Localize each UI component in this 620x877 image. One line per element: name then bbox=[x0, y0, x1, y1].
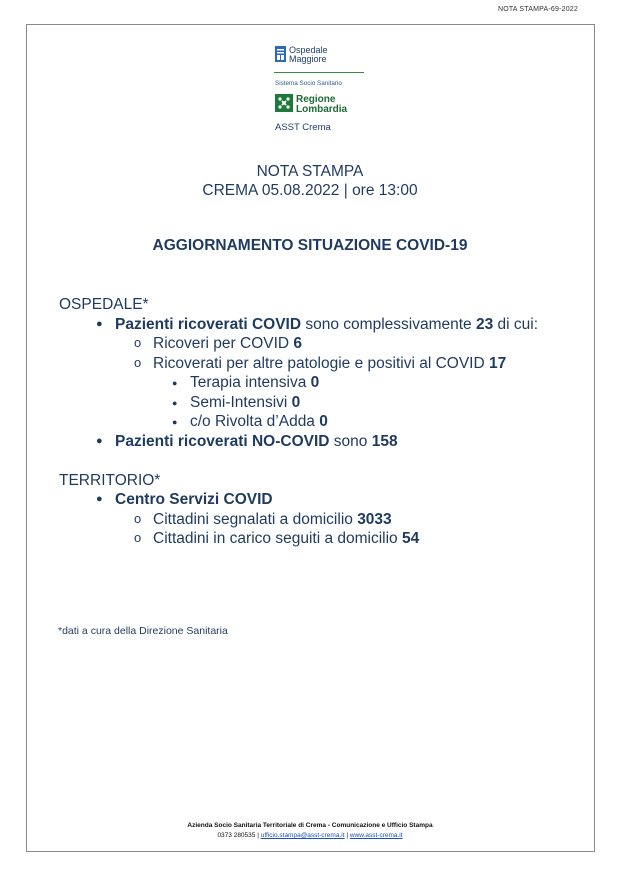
footnote: *dati a cura della Direzione Sanitaria bbox=[58, 625, 228, 637]
section-heading-territorio: TERRITORIO* bbox=[59, 471, 161, 489]
bullet-circle-icon: o bbox=[134, 335, 142, 350]
list-item: ● Centro Servizi COVID bbox=[96, 491, 273, 508]
document-code: NOTA STAMPA-69-2022 bbox=[497, 6, 578, 13]
bullet-dot-icon: ● bbox=[96, 317, 103, 330]
press-release-dateline: CREMA 05.08.2022 | ore 13:00 bbox=[202, 182, 418, 199]
list-item: ● c/o Rivolta d’Adda 0 bbox=[59, 412, 589, 432]
bullet-circle-icon: o bbox=[134, 530, 142, 545]
bullet-dot-icon: ● bbox=[96, 434, 103, 447]
footer-website-link[interactable]: www.asst-crema.it bbox=[349, 832, 403, 839]
hospital-icon bbox=[275, 46, 286, 62]
section-heading-ospedale: OSPEDALE* bbox=[59, 296, 149, 313]
list-item: o Ricoverati per altre patologie e positivi al COVID 17 bbox=[134, 354, 507, 372]
logo-asst: ASST Crema bbox=[275, 122, 331, 133]
list-item: o Cittadini segnalati a domicilio 3033 bbox=[134, 510, 392, 528]
asst-crema-logo bbox=[274, 44, 368, 136]
list-item: ● Pazienti ricoverati COVID sono complessivamente 23 di cui: bbox=[96, 315, 539, 333]
list-item: ● Pazienti ricoverati NO-COVID sono 158 bbox=[96, 432, 398, 450]
footer-phone: 0373 280535 bbox=[217, 832, 256, 839]
footer-organization: Azienda Socio Sanitaria Territoriale di Crema - Comunicazione e Ufficio Stampa bbox=[187, 822, 433, 829]
bullet-circle-icon: o bbox=[134, 354, 142, 370]
list-item: ● Semi-Intensivi 0 bbox=[59, 393, 589, 413]
list-item: o Cittadini in carico seguiti a domicilio 54 bbox=[134, 530, 420, 547]
regione-lombardia-icon bbox=[275, 94, 293, 112]
bullet-dot-icon: ● bbox=[96, 493, 103, 505]
list-item: o Ricoveri per COVID 6 bbox=[134, 335, 303, 352]
bullet-small-dot-icon: ● bbox=[172, 397, 178, 408]
press-release-title: NOTA STAMPA bbox=[256, 163, 364, 180]
bullet-circle-icon: o bbox=[134, 510, 142, 526]
footer-email-link[interactable]: ufficio.stampa@asst-crema.it bbox=[260, 832, 345, 839]
logo-divider bbox=[274, 72, 364, 73]
region-name: Regione Lombardia bbox=[296, 94, 348, 115]
bullet-small-dot-icon: ● bbox=[172, 417, 178, 427]
main-title: AGGIORNAMENTO SITUAZIONE COVID-19 bbox=[152, 237, 468, 254]
hospital-name: Ospedale Maggiore bbox=[289, 45, 328, 64]
list-item: ● Terapia intensiva 0 bbox=[59, 373, 589, 393]
logo-system-label: Sistema Socio Sanitario bbox=[275, 80, 342, 87]
document-body bbox=[59, 295, 589, 549]
bullet-small-dot-icon: ● bbox=[172, 378, 178, 388]
footer-contact: 0373 280535 | ufficio.stampa@asst-crema.it | www.asst-crema.it bbox=[217, 832, 403, 839]
